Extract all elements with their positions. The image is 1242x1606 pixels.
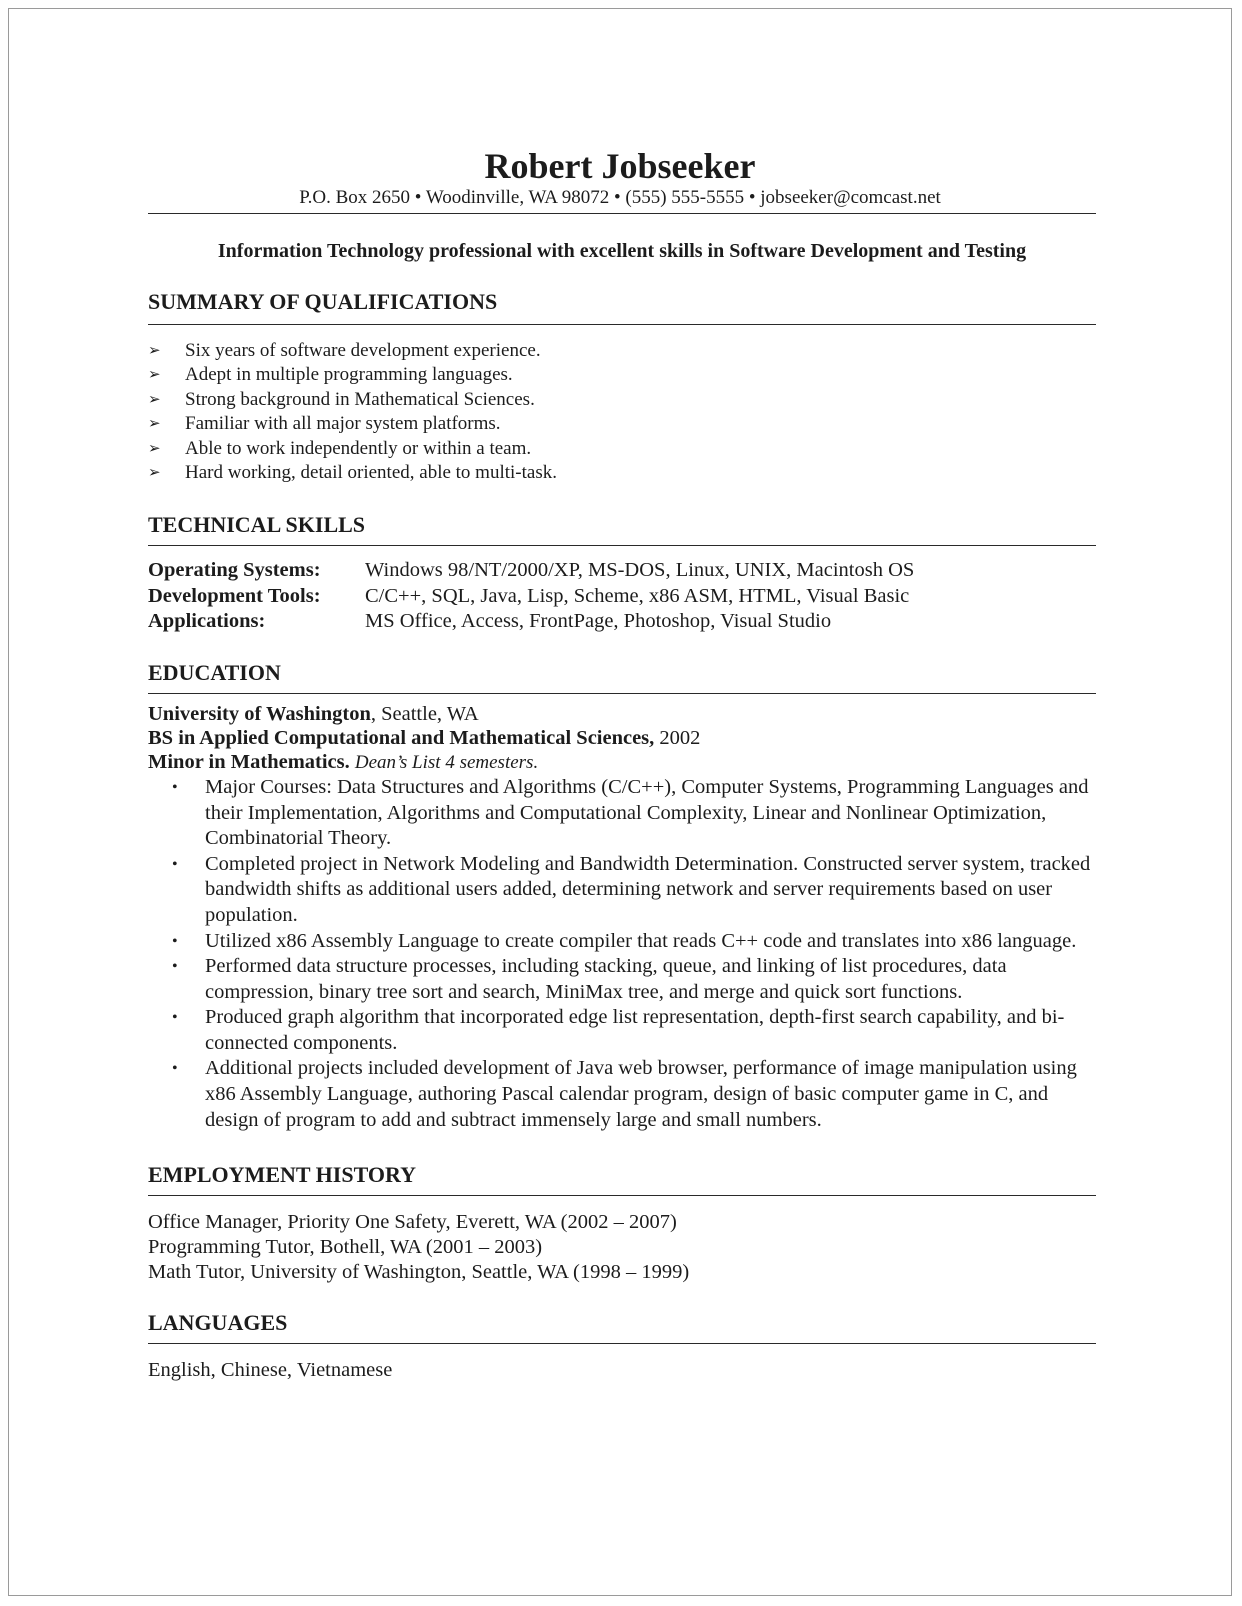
school-line <box>148 702 1096 726</box>
employment-list <box>148 1210 1096 1285</box>
list-item: • Major Courses: Data Structures and Algorithms (C/C++), Computer Systems, Programming Languages and their Implementation, Algorithms and Computational Complexity, Linear and Nonlinear Optimization, Combinatorial Theory. <box>172 775 1089 850</box>
school-name: University of Washington <box>148 702 371 725</box>
languages-text: English, Chinese, Vietnamese <box>148 1359 393 1382</box>
degree-name: BS in Applied Computational and Mathematical Sciences, <box>148 726 655 749</box>
school-location: , Seattle, WA <box>370 702 479 725</box>
arrow-bullet-icon: ➢ <box>148 343 161 359</box>
technical-skills-title: TECHNICAL SKILLS <box>148 512 366 538</box>
bullet-icon: • <box>172 778 178 796</box>
qualifications-title: SUMMARY OF QUALIFICATIONS <box>148 289 498 314</box>
skill-value: Windows 98/NT/2000/XP, MS-DOS, Linux, UNIX, Macintosh OS <box>365 559 915 582</box>
list-item: Office Manager, Priority One Safety, Everett, WA (2002 – 2007) <box>148 1211 677 1234</box>
skill-row <box>148 609 1096 635</box>
resume-document <box>148 146 1096 1383</box>
employment-divider <box>148 1195 1096 1196</box>
skill-row <box>148 558 1096 584</box>
education-list <box>148 775 1096 1133</box>
qualifications-list <box>148 339 1096 485</box>
skill-row <box>148 584 1096 610</box>
arrow-bullet-icon: ➢ <box>148 465 161 482</box>
employment-title: EMPLOYMENT HISTORY <box>148 1162 416 1188</box>
list-item: • Utilized x86 Assembly Language to create compiler that reads C++ code and translates into x86 language. <box>148 929 1096 955</box>
list-item: ➢ Adept in multiple programming languages. <box>148 363 1096 387</box>
education-block <box>148 702 1096 1133</box>
minor-line <box>148 750 1096 775</box>
arrow-bullet-icon: ➢ <box>148 440 161 457</box>
minor-name: Minor in Mathematics. <box>148 750 350 773</box>
bullet-icon: • <box>172 1009 178 1027</box>
professional-headline: Information Technology professional with excellent skills in Software Development and Testing <box>217 240 1027 262</box>
list-item: ➢ Hard working, detail oriented, able to multi-task. <box>148 461 1096 485</box>
bullet-icon: • <box>172 855 178 873</box>
contact-info: P.O. Box 2650 • Woodinville, WA 98072 • (555) 555-5555 • jobseeker@comcast.net <box>299 187 941 208</box>
bullet-icon: • <box>172 932 178 950</box>
skill-value: MS Office, Access, FrontPage, Photoshop, Visual Studio <box>365 610 832 633</box>
arrow-bullet-icon: ➢ <box>148 367 161 384</box>
education-title: EDUCATION <box>148 659 281 685</box>
list-item: ➢ Familiar with all major system platforms. <box>148 412 1096 436</box>
arrow-bullet-icon: ➢ <box>148 391 161 408</box>
list-item: • Additional projects included development of Java web browser, performance of image manipulation using x86 Assembly Language, authoring Pascal calendar program, design of basic computer game in C, and design of program to add and subtract immensely large and small numbers. <box>172 1057 1077 1131</box>
list-item: • Completed project in Network Modeling and Bandwidth Determination. Constructed server system, tracked bandwidth shifts as additional users added, determining network and server requirements based on user population. <box>172 852 1091 926</box>
candidate-name: Robert Jobseeker <box>484 146 756 186</box>
list-item: • Produced graph algorithm that incorporated edge list representation, depth-first search capability, and bi-connected components. <box>172 1006 1065 1054</box>
skill-value: C/C++, SQL, Java, Lisp, Scheme, x86 ASM, HTML, Visual Basic <box>365 584 910 607</box>
skill-label: Operating Systems: <box>148 559 321 582</box>
arrow-bullet-icon: ➢ <box>148 416 161 433</box>
list-item: ➢ Six years of software development experience. <box>148 339 1096 363</box>
honors: Dean’s List 4 semesters. <box>354 751 539 773</box>
list-item: • Performed data structure processes, including stacking, queue, and linking of list procedures, data compression, binary tree sort and search, MiniMax tree, and merge and quick sort functions. <box>172 955 1007 1003</box>
bullet-icon: • <box>172 1060 178 1078</box>
bullet-icon: • <box>172 958 178 976</box>
technical-skills-divider <box>148 545 1096 546</box>
degree-line <box>148 726 1096 750</box>
header-divider <box>148 213 1096 214</box>
qualifications-divider <box>148 324 1096 325</box>
list-item: ➢ Able to work independently or within a team. <box>148 437 1096 461</box>
languages-divider <box>148 1343 1096 1344</box>
education-divider <box>148 693 1096 694</box>
degree-year: 2002 <box>654 726 701 749</box>
skills-table <box>148 558 1096 635</box>
list-item: ➢ Strong background in Mathematical Sciences. <box>148 388 1096 412</box>
list-item: Math Tutor, University of Washington, Seattle, WA (1998 – 1999) <box>148 1261 690 1284</box>
skill-label: Development Tools: <box>148 584 321 607</box>
languages-title: LANGUAGES <box>148 1310 288 1336</box>
skill-label: Applications: <box>148 610 266 633</box>
list-item: Programming Tutor, Bothell, WA (2001 – 2003) <box>148 1236 543 1259</box>
